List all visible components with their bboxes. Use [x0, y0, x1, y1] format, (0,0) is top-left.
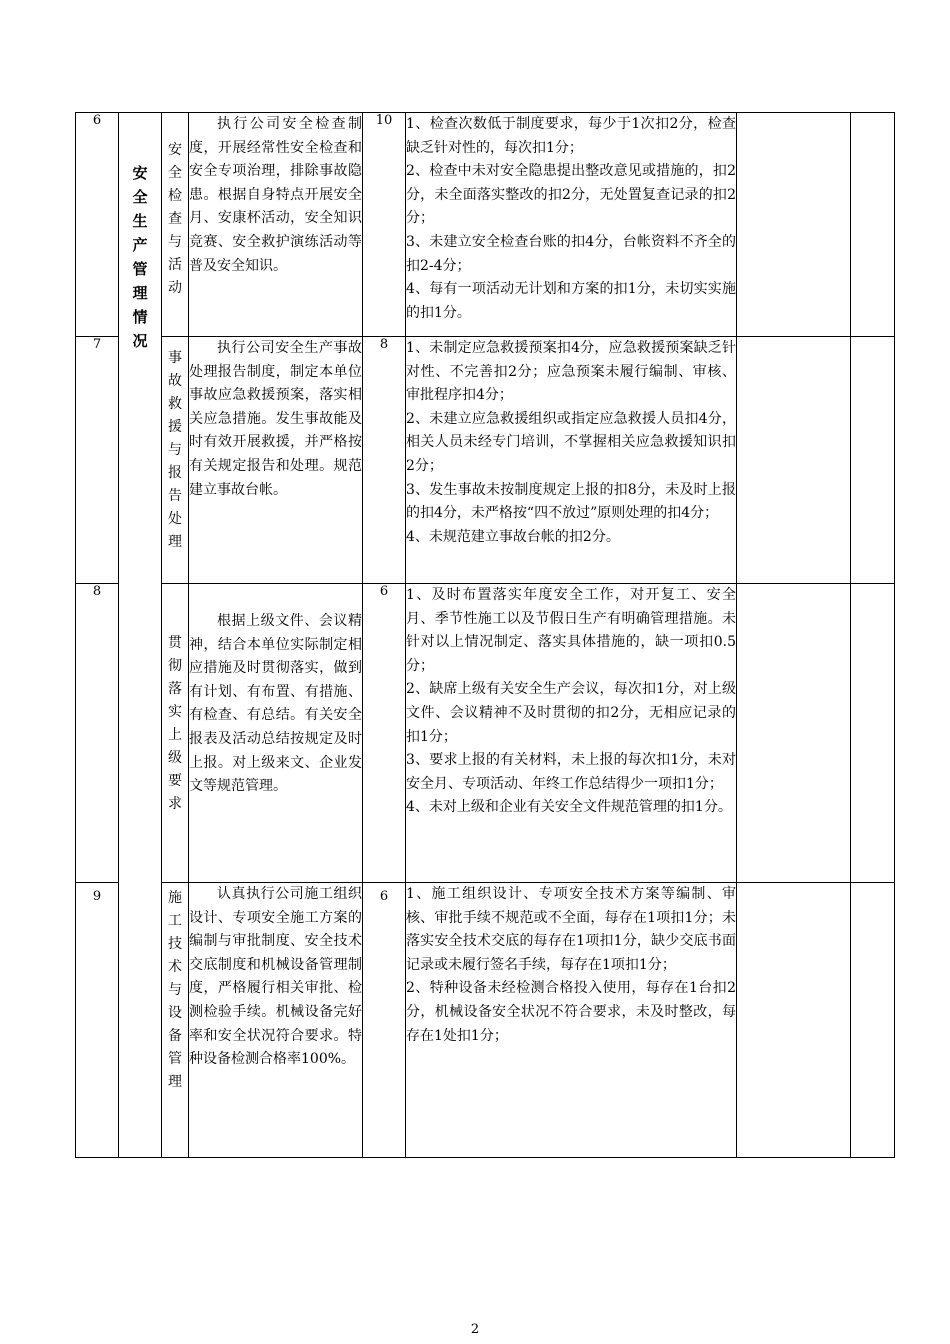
score-cell: 10 [363, 113, 406, 337]
vertical-char: 设 [168, 1005, 182, 1021]
criteria-line: 2、未建立应急救援组织或指定应急救援人员扣4分，相关人员未经专门培训，不掌握相关应急救援知识扣2分； [406, 410, 736, 474]
row-number: 6 [76, 113, 119, 337]
criteria-line: 1、施工组织设计、专项安全技术方案等编制、审核、审批手续不规范或不全面，每存在1项扣1分；未落实安全技术交底的每存在1项扣1分，缺少交底书面记录或未履行签名手续，每存在1项扣1分； [406, 886, 736, 973]
vertical-char: 实 [168, 704, 182, 720]
empty-cell [851, 337, 895, 584]
standard-text: 根据上级文件、会议精神，结合本单位实际制定相应措施及时贯彻落实，做到有计划、有布置、有措施、有检查、有总结。有关安全报表及活动总结按规定及时上报。对上级来文、企业发文等规范管理。 [189, 584, 363, 883]
vertical-char: 理 [168, 1074, 182, 1090]
criteria-cell [406, 337, 737, 584]
vertical-char: 故 [168, 373, 182, 389]
vertical-char: 安 [168, 142, 182, 158]
vertical-char: 贯 [168, 635, 182, 651]
criteria-line: 1、及时布置落实年度安全工作，对开复工、安全月、季节性施工以及节假日生产有明确管理措施。未针对以上情况制定、落实具体措施的，缺一项扣0.5分； [406, 587, 736, 674]
vertical-char: 理 [168, 534, 182, 550]
vertical-char: 术 [168, 959, 182, 975]
inspection-table [75, 112, 895, 1158]
empty-cell [851, 883, 895, 1158]
item-name [162, 113, 189, 337]
criteria-line: 1、检查次数低于制度要求，每少于1次扣2分，检查缺乏针对性的，每次扣1分； [406, 116, 736, 156]
standard-text: 执行公司安全生产事故处理报告制度，制定本单位事故应急救援预案，落实相关应急措施。发生事故能及时有效开展救援，并严格按有关规定报告和处理。规范建立事故台帐。 [189, 337, 363, 584]
empty-cell [851, 584, 895, 883]
vertical-char: 与 [168, 234, 182, 250]
vertical-char: 告 [168, 488, 182, 504]
vertical-char: 管 [132, 260, 148, 278]
vertical-char: 救 [168, 396, 182, 412]
vertical-char: 处 [168, 511, 182, 527]
criteria-line: 3、要求上报的有关材料，未上报的每次扣1分，未对安全月、专项活动、年终工作总结得少一项扣1分； [406, 752, 736, 792]
criteria-line: 2、特种设备未经检测合格投入使用，每存在1台扣2分，机械设备安全状况不符合要求，未及时整改，每存在1处扣1分； [406, 980, 736, 1044]
criteria-cell [406, 584, 737, 883]
vertical-char: 落 [168, 681, 182, 697]
vertical-char: 要 [168, 773, 182, 789]
criteria-cell [406, 883, 737, 1158]
criteria-line: 4、每有一项活动无计划和方案的扣1分，未切实实施的扣1分。 [406, 281, 736, 321]
vertical-char: 况 [132, 332, 148, 350]
vertical-char: 动 [168, 280, 182, 296]
vertical-char: 技 [168, 936, 182, 952]
score-cell: 6 [363, 883, 406, 1158]
table-row [76, 584, 895, 883]
vertical-char: 全 [132, 188, 148, 206]
vertical-char: 工 [168, 913, 182, 929]
vertical-char: 活 [168, 257, 182, 273]
criteria-line: 3、未建立安全检查台账的扣4分，台帐资料不齐全的扣2-4分； [406, 233, 736, 274]
row-number: 7 [76, 337, 119, 584]
vertical-char: 求 [168, 796, 182, 812]
empty-cell [737, 584, 851, 883]
empty-cell [851, 113, 895, 337]
row-number: 9 [76, 883, 119, 1158]
vertical-char: 援 [168, 419, 182, 435]
table-row [76, 883, 895, 1158]
empty-cell [737, 883, 851, 1158]
vertical-char: 级 [168, 750, 182, 766]
vertical-char: 管 [168, 1051, 182, 1067]
vertical-char: 施 [168, 890, 182, 906]
vertical-char: 产 [132, 236, 148, 254]
table-row [76, 113, 895, 337]
vertical-char: 上 [168, 727, 182, 743]
criteria-line: 4、未规范建立事故台帐的扣2分。 [406, 528, 620, 545]
criteria-line: 2、缺席上级有关安全生产会议，每次扣1分，对上级文件、会议精神不及时贯彻的扣2分，无相应记录的扣1分； [406, 681, 736, 745]
criteria-cell [406, 113, 737, 337]
score-cell: 8 [363, 337, 406, 584]
criteria-line: 2、检查中未对安全隐患提出整改意见或措施的，扣2分，未全面落实整改的扣2分，无处置复查记录的扣2分； [406, 163, 736, 227]
vertical-char: 彻 [168, 658, 182, 674]
table-row [76, 337, 895, 584]
score-cell: 6 [363, 584, 406, 883]
row-number: 8 [76, 584, 119, 883]
criteria-line: 1、未制定应急救援预案扣4分，应急救援预案缺乏针对性、不完善扣2分；应急预案未履行编制、审核、审批程序扣4分； [406, 340, 736, 404]
vertical-char: 理 [132, 284, 148, 302]
standard-text: 认真执行公司施工组织设计、专项安全施工方案的编制与审批制度、安全技术交底制度和机械设备管理制度，严格履行相关审批、检测检验手续。机械设备完好率和安全状况符合要求。特种设备检测合格率100%。 [189, 883, 363, 1158]
empty-cell [737, 113, 851, 337]
item-name [162, 883, 189, 1158]
vertical-char: 查 [168, 211, 182, 227]
item-name [162, 337, 189, 584]
vertical-char: 备 [168, 1028, 182, 1044]
vertical-char: 报 [168, 465, 182, 481]
vertical-char: 全 [168, 165, 182, 181]
vertical-char: 事 [168, 350, 182, 366]
vertical-char: 与 [168, 442, 182, 458]
vertical-char: 安 [132, 164, 148, 182]
standard-text: 执行公司安全检查制度，开展经常性安全检查和安全专项治理，排除事故隐患。根据自身特点开展安全月、安康杯活动，安全知识竞赛、安全救护演练活动等普及安全知识。 [189, 113, 363, 337]
criteria-line: 3、发生事故未按制度规定上报的扣8分，未及时上报的扣4分，未严格按“四不放过”原则处理的扣4分； [406, 481, 736, 522]
criteria-line: 4、未对上级和企业有关安全文件规范管理的扣1分。 [406, 799, 732, 816]
vertical-char: 与 [168, 982, 182, 998]
empty-cell [737, 337, 851, 584]
vertical-char: 生 [132, 212, 148, 230]
page-number: 2 [470, 1322, 480, 1337]
vertical-char: 检 [168, 188, 182, 204]
vertical-char: 情 [132, 308, 148, 326]
item-name [162, 584, 189, 883]
category-label [119, 161, 161, 353]
category-cell [119, 113, 162, 1158]
